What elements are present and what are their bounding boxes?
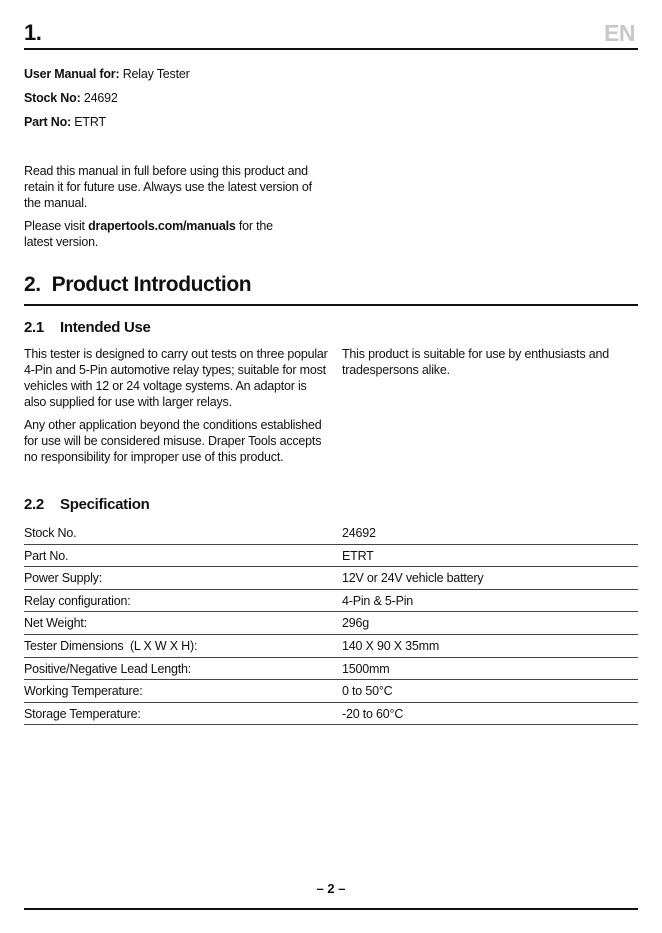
- footer-rule: [24, 908, 638, 910]
- spec-label: Net Weight:: [24, 616, 87, 631]
- para-line: This product is suitable for use by enthusiasts and: [342, 347, 610, 361]
- spec-label: Tester Dimensions (L X W X H):: [24, 638, 198, 653]
- visit-line-2: latest version.: [24, 235, 99, 249]
- table-row: [24, 680, 638, 703]
- manual-for-label: User Manual for:: [24, 67, 120, 81]
- part-no-line: [24, 114, 106, 130]
- intended-use-heading: [24, 319, 151, 336]
- spec-label: Stock No.: [24, 526, 77, 540]
- intro-line: retain it for future use. Always use the latest version of: [24, 180, 312, 194]
- section-1-number: 1.: [24, 20, 42, 45]
- section-2-title: 2. Product Introduction: [24, 273, 252, 296]
- spec-label: Relay configuration:: [24, 593, 131, 608]
- manuals-link[interactable]: drapertools.com/manuals: [88, 219, 236, 233]
- para-line: tradespersons alike.: [342, 363, 450, 377]
- intro-paragraph: [24, 163, 312, 211]
- visit-prefix: Please visit: [24, 219, 89, 233]
- spec-value: 0 to 50°C: [342, 684, 393, 699]
- para-line: This tester is designed to carry out tests on three popular: [24, 347, 328, 361]
- manual-for-value: Relay Tester: [122, 67, 190, 81]
- spec-value: 24692: [342, 526, 376, 540]
- spec-label: Power Supply:: [24, 571, 102, 586]
- para-line: for use will be considered misuse. Draper Tools accepts: [24, 434, 322, 448]
- spec-value: 1500mm: [342, 661, 390, 676]
- table-row: [24, 612, 638, 635]
- intro-line: Read this manual in full before using this product and: [24, 164, 308, 178]
- language-badge: EN: [604, 20, 635, 46]
- specification-heading: [24, 496, 149, 513]
- para-line: Any other application beyond the conditions established: [24, 418, 322, 432]
- para-line: also supplied for use with larger relays.: [24, 395, 232, 409]
- part-no-label: Part No:: [24, 115, 72, 129]
- intended-use-right-p1: [342, 346, 609, 378]
- specification-table: [24, 522, 638, 725]
- table-row: [24, 703, 638, 726]
- section-2-rule: [24, 304, 638, 306]
- para-line: vehicles with 12 or 24 voltage systems. An adaptor is: [24, 379, 307, 393]
- visit-suffix: for the: [235, 219, 273, 233]
- table-row: [24, 658, 638, 681]
- spec-label: Part No.: [24, 548, 69, 563]
- spec-value: ETRT: [342, 548, 374, 563]
- table-row: [24, 635, 638, 658]
- table-row: [24, 567, 638, 590]
- part-no-value: ETRT: [74, 115, 106, 129]
- spec-value: 12V or 24V vehicle battery: [342, 571, 484, 586]
- stock-no-line: [24, 90, 118, 106]
- spec-label: Positive/Negative Lead Length:: [24, 661, 192, 676]
- para-line: no responsibility for improper use of this product.: [24, 450, 284, 464]
- table-row: [24, 522, 638, 545]
- stock-no-label: Stock No:: [24, 91, 81, 105]
- spec-value: 140 X 90 X 35mm: [342, 638, 440, 653]
- manual-for-line: [24, 66, 190, 82]
- spec-value: -20 to 60°C: [342, 706, 404, 721]
- specification-number: 2.2: [24, 496, 44, 513]
- stock-no-value: 24692: [83, 91, 118, 105]
- spec-value: 296g: [342, 616, 370, 631]
- table-row: [24, 545, 638, 568]
- spec-label: Storage Temperature:: [24, 706, 141, 721]
- para-line: 4-Pin and 5-Pin automotive relay types; suitable for most: [24, 363, 326, 377]
- intended-use-title: Intended Use: [60, 319, 151, 336]
- intended-use-number: 2.1: [24, 319, 44, 336]
- header-rule: [24, 48, 638, 50]
- visit-line: [24, 218, 273, 234]
- page-number: – 2 –: [316, 881, 346, 896]
- visit-paragraph: [24, 218, 273, 250]
- intro-line: the manual.: [24, 196, 88, 210]
- intended-use-left-p2: [24, 417, 322, 465]
- table-row: [24, 590, 638, 613]
- specification-title: Specification: [60, 496, 150, 513]
- intended-use-left-p1: [24, 346, 328, 410]
- spec-value: 4-Pin & 5-Pin: [342, 593, 414, 608]
- spec-label: Working Temperature:: [24, 684, 143, 699]
